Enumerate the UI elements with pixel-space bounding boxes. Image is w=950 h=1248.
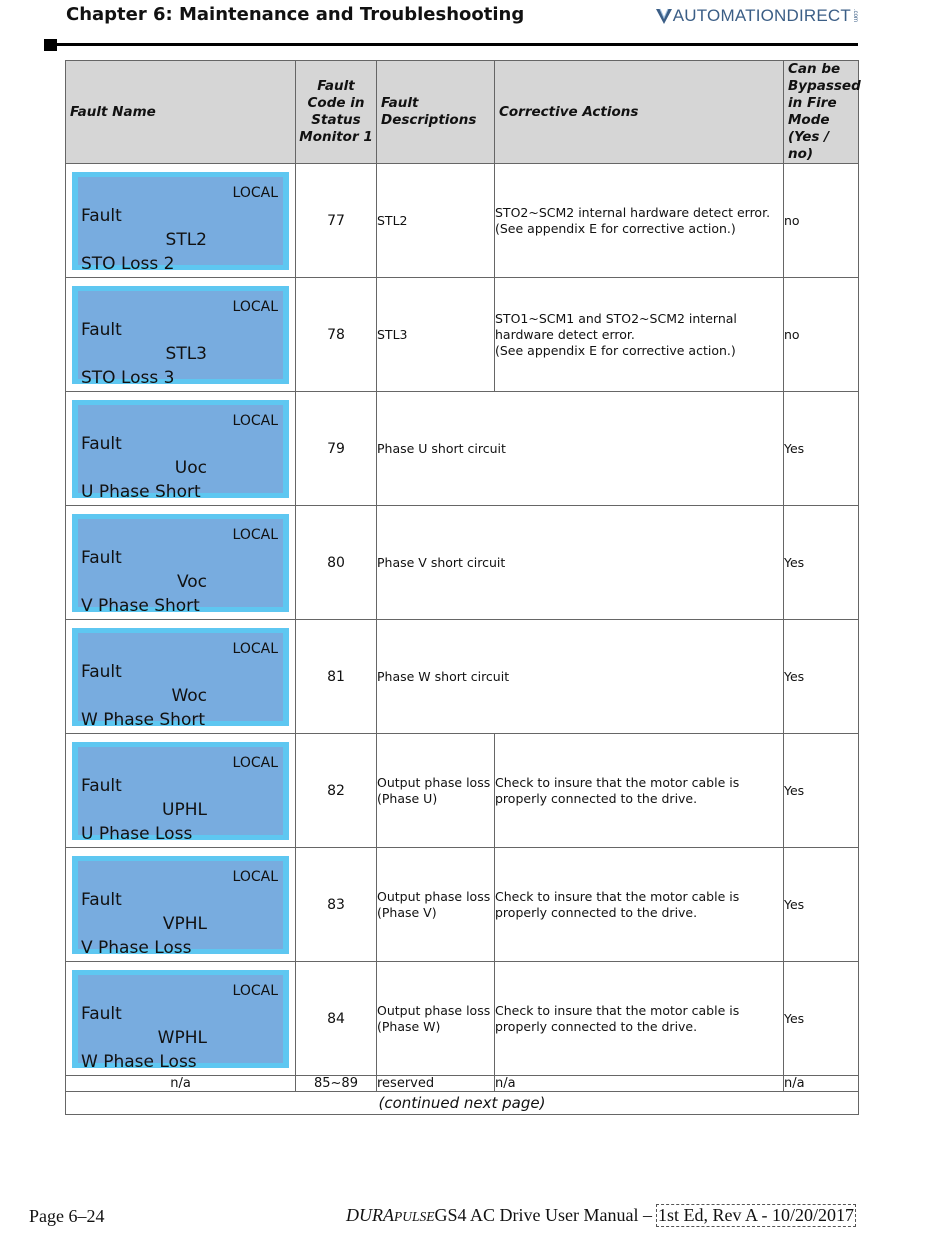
- keypad-display-screen: [78, 747, 283, 844]
- bypass-cell: no: [784, 164, 859, 278]
- display-fault-label: Fault: [81, 1004, 122, 1024]
- bypass-cell: Yes: [784, 392, 859, 506]
- display-fault-label: Fault: [81, 320, 122, 340]
- bypass-cell: Yes: [784, 848, 859, 962]
- keypad-display-screen: [78, 975, 283, 1072]
- column-header-corrective-actions: Corrective Actions: [495, 61, 784, 164]
- bypass-cell: Yes: [784, 620, 859, 734]
- display-fault-code: STL2: [165, 230, 207, 250]
- fault-name-cell: n/a: [66, 1076, 296, 1092]
- display-fault-label: Fault: [81, 890, 122, 910]
- fault-code-cell: 81: [296, 620, 377, 734]
- fault-description-cell: Phase W short circuit: [377, 620, 784, 734]
- corrective-action-cell: STO2~SCM2 internal hardware detect error. (See appendix E for corrective action.): [495, 164, 784, 278]
- fault-name-cell: [66, 392, 296, 506]
- fault-code-cell: 79: [296, 392, 377, 506]
- continued-row: [66, 1092, 859, 1115]
- fault-description-cell: Output phase loss (Phase W): [377, 962, 495, 1076]
- corrective-action-cell: Check to insure that the motor cable is properly connected to the drive.: [495, 848, 784, 962]
- display-mode-label: LOCAL: [232, 983, 278, 999]
- fault-code-cell: 83: [296, 848, 377, 962]
- display-fault-code: Voc: [176, 572, 207, 592]
- display-mode-label: LOCAL: [232, 299, 278, 315]
- fault-description-cell: Phase V short circuit: [377, 506, 784, 620]
- display-fault-description: V Phase Loss: [81, 938, 192, 958]
- keypad-display-screen: [78, 405, 283, 502]
- display-fault-label: Fault: [81, 776, 122, 796]
- keypad-display: [72, 400, 289, 502]
- display-fault-label: Fault: [81, 662, 122, 682]
- table-row: [66, 848, 859, 962]
- automationdirect-logo: [655, 5, 858, 27]
- table-row: [66, 392, 859, 506]
- display-fault-code: WPHL: [157, 1028, 207, 1048]
- corrective-action-cell: Check to insure that the motor cable is properly connected to the drive.: [495, 962, 784, 1076]
- brand-name: DURA: [346, 1205, 394, 1225]
- checkmark-v-icon: [655, 7, 673, 25]
- display-mode-label: LOCAL: [232, 413, 278, 429]
- keypad-display: [72, 286, 289, 388]
- display-fault-label: Fault: [81, 548, 122, 568]
- keypad-display: [72, 514, 289, 616]
- corrective-action-cell: STO1~SCM1 and STO2~SCM2 internal hardware detect error. (See appendix E for corrective action.): [495, 278, 784, 392]
- display-fault-code: STL3: [165, 344, 207, 364]
- display-fault-label: Fault: [81, 206, 122, 226]
- display-fault-description: V Phase Short: [81, 596, 200, 616]
- fault-name-cell: [66, 506, 296, 620]
- continued-note: (continued next page): [66, 1092, 859, 1115]
- fault-description-cell: STL2: [377, 164, 495, 278]
- fault-code-cell: 80: [296, 506, 377, 620]
- bypass-cell: Yes: [784, 734, 859, 848]
- table-row-reserved: [66, 1076, 859, 1092]
- manual-title: GS4 AC Drive User Manual –: [434, 1205, 652, 1225]
- fault-description-cell: reserved: [377, 1076, 495, 1092]
- table-row: [66, 278, 859, 392]
- display-fault-code: VPHL: [162, 914, 207, 934]
- display-fault-description: U Phase Short: [81, 482, 201, 502]
- keypad-display-screen: [78, 519, 283, 616]
- keypad-display: [72, 742, 289, 844]
- keypad-display-screen: [78, 177, 283, 274]
- bypass-cell: Yes: [784, 506, 859, 620]
- fault-name-cell: [66, 164, 296, 278]
- display-fault-description: W Phase Short: [81, 710, 205, 730]
- keypad-display: [72, 172, 289, 274]
- display-mode-label: LOCAL: [232, 869, 278, 885]
- keypad-display-screen: [78, 291, 283, 388]
- bypass-cell: no: [784, 278, 859, 392]
- brand-name-suffix: PULSE: [394, 1209, 435, 1224]
- table-row: [66, 620, 859, 734]
- logo-text: AUTOMATIONDIRECT: [672, 6, 851, 25]
- bypass-cell: n/a: [784, 1076, 859, 1092]
- keypad-display: [72, 856, 289, 958]
- header-rule: [57, 43, 858, 46]
- edition-label: 1st Ed, Rev A - 10/20/2017: [657, 1205, 854, 1225]
- keypad-display: [72, 628, 289, 730]
- fault-description-cell: Phase U short circuit: [377, 392, 784, 506]
- fault-code-cell: 82: [296, 734, 377, 848]
- logo-suffix: .com: [852, 9, 858, 23]
- fault-description-cell: Output phase loss (Phase U): [377, 734, 495, 848]
- fault-code-cell: 78: [296, 278, 377, 392]
- keypad-display-screen: [78, 861, 283, 958]
- display-mode-label: LOCAL: [232, 185, 278, 201]
- fault-code-cell: 85~89: [296, 1076, 377, 1092]
- table-row: [66, 164, 859, 278]
- fault-name-cell: [66, 962, 296, 1076]
- fault-table: [65, 60, 859, 1115]
- column-header-fault-code: Fault Code in Status Monitor 1: [296, 61, 377, 164]
- table-row: [66, 506, 859, 620]
- fault-name-cell: [66, 620, 296, 734]
- display-mode-label: LOCAL: [232, 527, 278, 543]
- display-fault-code: Woc: [171, 686, 207, 706]
- column-header-bypass: Can be Bypassed in Fire Mode (Yes / no): [784, 61, 859, 164]
- display-fault-description: U Phase Loss: [81, 824, 193, 844]
- table-row: [66, 962, 859, 1076]
- manual-footer: [346, 1204, 856, 1227]
- page-number: Page 6–24: [29, 1206, 105, 1226]
- fault-description-cell: STL3: [377, 278, 495, 392]
- table-row: [66, 734, 859, 848]
- display-mode-label: LOCAL: [232, 641, 278, 657]
- table-header-row: [66, 61, 859, 164]
- display-fault-description: W Phase Loss: [81, 1052, 197, 1072]
- bypass-cell: Yes: [784, 962, 859, 1076]
- display-fault-code: Uoc: [174, 458, 207, 478]
- corrective-action-cell: Check to insure that the motor cable is properly connected to the drive.: [495, 734, 784, 848]
- fault-name-cell: [66, 848, 296, 962]
- keypad-display-screen: [78, 633, 283, 730]
- display-fault-description: STO Loss 2: [81, 254, 175, 274]
- display-mode-label: LOCAL: [232, 755, 278, 771]
- header-rule-marker: [44, 39, 57, 51]
- column-header-fault-descriptions: Fault Descriptions: [377, 61, 495, 164]
- corrective-action-cell: n/a: [495, 1076, 784, 1092]
- column-header-fault-name: Fault Name: [66, 61, 296, 164]
- display-fault-description: STO Loss 3: [81, 368, 175, 388]
- fault-code-cell: 84: [296, 962, 377, 1076]
- chapter-title: Chapter 6: Maintenance and Troubleshooting: [66, 4, 525, 25]
- fault-name-cell: [66, 278, 296, 392]
- fault-description-cell: Output phase loss (Phase V): [377, 848, 495, 962]
- fault-name-cell: [66, 734, 296, 848]
- display-fault-label: Fault: [81, 434, 122, 454]
- keypad-display: [72, 970, 289, 1072]
- fault-code-cell: 77: [296, 164, 377, 278]
- display-fault-code: UPHL: [162, 800, 207, 820]
